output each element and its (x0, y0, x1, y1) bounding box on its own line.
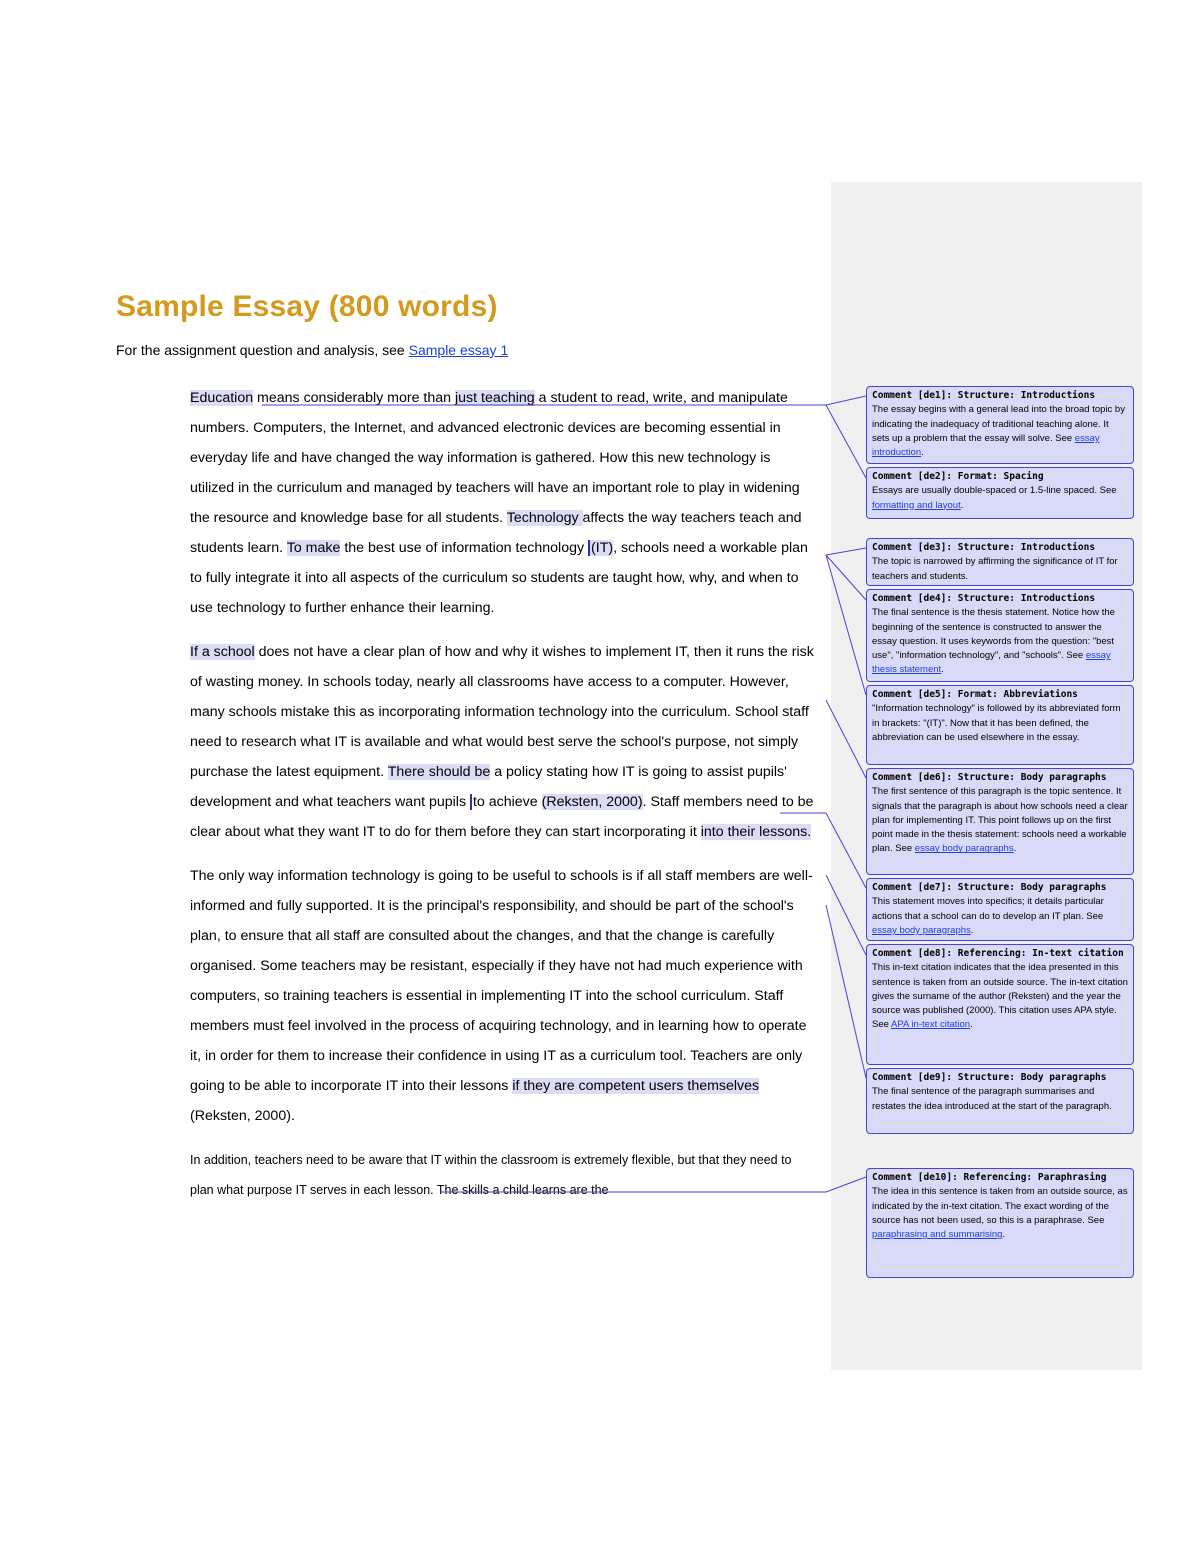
comment-tail: . (941, 664, 944, 676)
essay-paragraph-1 (190, 383, 816, 623)
highlight-de10[interactable]: if they are competent users themselves (512, 1078, 760, 1094)
comment-link[interactable]: essay introduction (872, 432, 1100, 459)
essay-paragraph-2 (190, 637, 816, 847)
comment-tail: . (960, 499, 964, 511)
comment-header: Comment [de7]: Structure: Body paragraphs (872, 882, 1107, 893)
comment-de5[interactable] (866, 685, 1134, 765)
text-span: The only way information technology is going to be useful to schools is if all staff members are well-informed and fully supported. It is the principal's responsibility, and should be part of the school's plan, to ensure that all staff are consulted about the changes, and that the change is carefully organised. Some teachers may be resistant, especially if they have not had much experience with computers, so training teachers is essential in implementing IT into the school curriculum. Staff members must feel involved in the process of acquiring technology, and in learning how to operate it, in order for them to increase their confidence in using IT as a curriculum tool. Teachers are only going to be able to incorporate IT into their lessons (190, 868, 813, 1094)
comment-de6[interactable] (866, 768, 1134, 875)
comment-header: Comment [de10]: Referencing: Paraphrasing (872, 1172, 1107, 1183)
comment-tail: . (1013, 843, 1017, 855)
highlight-de1[interactable]: Education (190, 390, 254, 406)
comment-header: Comment [de3]: Structure: Introductions (872, 542, 1096, 553)
comment-header: Comment [de2]: Format: Spacing (872, 471, 1044, 482)
highlight-de9[interactable]: into their lessons. (700, 824, 812, 840)
comment-link[interactable]: formatting and layout (872, 499, 961, 511)
comment-tail: . (921, 447, 924, 459)
comment-body: Essays are usually double-spaced or 1.5-line spaced. See (872, 485, 1117, 497)
text-span: , schools need a workable plan to fully integrate it into all aspects of the curriculum so students are taught how, why, and when to use technology to further enhance their learning. (190, 540, 808, 616)
comment-body: The final sentence of the paragraph summarises and restates the idea introduced at the start of the paragraph. (872, 1086, 1112, 1112)
subtitle-text: For the assignment question and analysis, see (116, 342, 409, 358)
comment-de2[interactable] (866, 467, 1134, 519)
comment-link[interactable]: essay body paragraphs (872, 924, 971, 936)
comment-header: Comment [de8]: Referencing: In-text citation (872, 948, 1124, 959)
comment-body: The final sentence is the thesis statement. Notice how the beginning of the sentence is constructed to answer the essay question. It uses keywords from the question: "best use", "information technology", and "schools". See (872, 607, 1115, 662)
comment-de9[interactable] (866, 1068, 1134, 1134)
text-span: means considerably more than (253, 390, 455, 406)
comment-de8[interactable] (866, 944, 1134, 1065)
sample-essay-link[interactable]: Sample essay 1 (408, 342, 509, 358)
highlight-de5[interactable]: (IT) (588, 540, 613, 556)
comment-header: Comment [de4]: Structure: Introductions (872, 593, 1096, 604)
highlight-de6[interactable]: If a school (190, 644, 255, 660)
comment-tail: . (970, 924, 974, 936)
text-span: the best use of information technology (340, 540, 589, 556)
comment-de3[interactable] (866, 538, 1134, 586)
comment-body: The first sentence of this paragraph is the topic sentence. It signals that the paragraph is about how schools need a clear plan for implementing IT. This point follows up on the first point made in the thesis statement: schools need a workable plan. See (872, 786, 1128, 855)
comment-de10[interactable] (866, 1168, 1134, 1278)
comment-de7[interactable] (866, 878, 1134, 941)
comment-body: The idea in this sentence is taken from an outside source, as indicated by the in-text citation. The exact wording of the source has not been used, so this is a paraphrase. See (872, 1186, 1128, 1226)
comment-header: Comment [de9]: Structure: Body paragraphs (872, 1072, 1107, 1083)
comment-body: This in-text citation indicates that the idea presented in this sentence is taken from an outside source. The in-text citation gives the surname of the author (Reksten) and the year the source was published (2000). This citation uses APA style. See (872, 962, 1128, 1031)
comment-header: Comment [de6]: Structure: Body paragraphs (872, 772, 1107, 783)
page-title: Sample Essay (800 words) (116, 290, 498, 323)
text-span: does not have a clear plan of how and why it wishes to implement IT, then it runs the risk of wasting money. In schools today, nearly all classrooms have access to a computer. However, many schools mistake this as incorporating information technology into the curriculum. School staff need to research what IT is available and what would best serve the school's purpose, not simply purchase the latest equipment. (190, 644, 814, 780)
comment-header: Comment [de1]: Structure: Introductions (872, 390, 1096, 401)
text-span: a student to read, write, and manipulate numbers. Computers, the Internet, and advanced electronic devices are becoming essential in everyday life and have changed the way information is gathered. How this new technology is utilized in the curriculum and managed by teachers will have an important role to play in widening the resource and knowledge base for all students. (190, 390, 800, 526)
highlight-de3[interactable]: Technology (506, 510, 583, 526)
comment-tail: . (1002, 1229, 1006, 1241)
essay-body (190, 383, 816, 1219)
comment-body: This statement moves into specifics; it details particular actions that a school can do to develop an IT plan. See (872, 896, 1104, 922)
highlight-de4[interactable]: To make (286, 540, 341, 556)
essay-paragraph-3 (190, 861, 816, 1131)
highlight-de8[interactable]: (Reksten, 2000) (541, 794, 643, 810)
comment-body: The topic is narrowed by affirming the significance of IT for teachers and students. (872, 556, 1118, 582)
comment-body: The essay begins with a general lead into the broad topic by indicating the inadequacy of traditional teaching alone. It sets up a problem that the essay will solve. See (872, 404, 1125, 444)
comment-link[interactable]: essay body paragraphs (914, 843, 1014, 855)
comment-tail: . (970, 1019, 973, 1031)
subtitle (116, 342, 508, 358)
comment-de1[interactable] (866, 386, 1134, 464)
essay-paragraph-4: In addition, teachers need to be aware that IT within the classroom is extremely flexible, but that they need to plan what purpose IT serves in each lesson. The skills a child learns are the (190, 1153, 792, 1197)
text-span: (Reksten, 2000). (190, 1108, 295, 1124)
text-span: . Staff members need to be clear about what they want IT to do for them before they can start incorporating it (190, 794, 814, 840)
comment-body: "Information technology" is followed by its abbreviated form in brackets: "(IT)". Now that it has been defined, the abbreviation can be used elsewhere in the essay. (872, 703, 1121, 743)
highlight-de7[interactable]: There should be (387, 764, 491, 780)
text-span-cursor: to achieve (470, 794, 542, 810)
text-span: a policy stating how IT is going to assist pupils' development and what teachers want pupils (190, 764, 787, 810)
comment-header: Comment [de5]: Format: Abbreviations (872, 689, 1078, 700)
text-span: affects the way teachers teach and students learn. (190, 510, 802, 556)
highlight-de2[interactable]: just teaching (455, 390, 535, 406)
comment-link[interactable]: essay thesis statement (872, 650, 1111, 676)
comment-link[interactable]: paraphrasing and summarising (872, 1229, 1003, 1241)
comment-de4[interactable] (866, 589, 1134, 682)
comment-link[interactable]: APA in-text citation (891, 1019, 971, 1031)
